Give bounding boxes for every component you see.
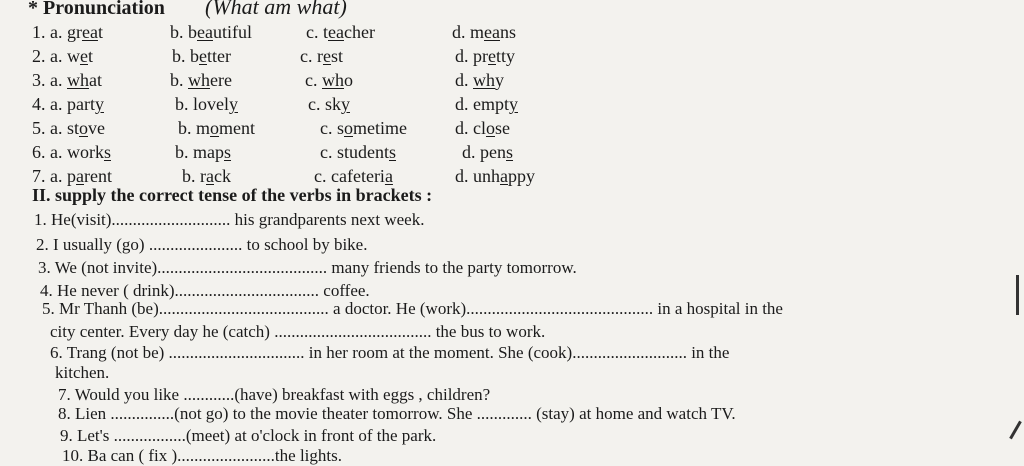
- title-star: *: [28, 0, 38, 19]
- choice-row5-c: c. sometime: [320, 118, 407, 138]
- choice-row6-b: b. maps: [175, 142, 232, 162]
- choice-row5-d: d. close: [455, 118, 510, 138]
- choice-row2-b: b. better: [172, 46, 231, 66]
- exercise-line-5: 5. Mr Thanh (be)........................................ a doctor. He (work)............................................ in a hospital in the: [42, 299, 783, 318]
- choice-row5-a: 5. a. stove: [32, 118, 105, 138]
- exercise-line-8: 8. Lien ...............(not go) to the movie theater tomorrow. She ............. (stay) at home and watch TV.: [58, 404, 736, 423]
- section2-heading: II. supply the correct tense of the verbs in brackets :: [32, 185, 433, 205]
- choice-row4-c: c. sky: [308, 94, 350, 114]
- exercise-line-6: 6. Trang (not be) ................................ in her room at the moment. She (cook)........................... in the: [50, 343, 730, 362]
- scan-edge-mark: [1016, 275, 1019, 315]
- exercise-line-3: 3. We (not invite)........................................ many friends to the party tomorrow.: [38, 258, 577, 277]
- choice-row7-c: c. cafeteria: [314, 166, 393, 186]
- choice-row4-d: d. empty: [455, 94, 518, 114]
- choice-row6-a: 6. a. works: [32, 142, 111, 162]
- choice-row3-c: c. who: [305, 70, 353, 90]
- choice-row1-d: d. means: [452, 22, 517, 42]
- choice-row2-a: 2. a. wet: [32, 46, 94, 66]
- exercise-line-2: 2. I usually (go) ...................... to school by bike.: [36, 235, 368, 254]
- exercise-line-1: 1. He(visit)............................ his grandparents next week.: [34, 210, 425, 229]
- exercise-line-7: 7. Would you like ............(have) breakfast with eggs , children?: [58, 385, 491, 404]
- choice-row5-b: b. moment: [178, 118, 256, 138]
- choice-row6-c: c. students: [320, 142, 397, 162]
- choice-row1-a: 1. a. great: [32, 22, 103, 42]
- choice-row3-a: 3. a. what: [32, 70, 102, 90]
- exercise-line-10: 10. Ba can ( fix ).......................the lights.: [62, 446, 342, 465]
- choice-row4-a: 4. a. party: [32, 94, 104, 114]
- choice-row1-c: c. teacher: [306, 22, 375, 42]
- choice-row6-d: d. pens: [462, 142, 514, 162]
- section-title: [28, 0, 165, 20]
- exercise-line-6-cont: kitchen.: [55, 363, 110, 382]
- choice-row4-b: b. lovely: [175, 94, 238, 114]
- choice-row3-d: d. why: [455, 70, 504, 90]
- choice-row2-c: c. rest: [300, 46, 343, 66]
- handwritten-note: (What am what): [205, 0, 347, 19]
- choice-row7-a: 7. a. parent: [32, 166, 112, 186]
- choice-row7-b: b. rack: [182, 166, 231, 186]
- choice-row3-b: b. where: [170, 70, 232, 90]
- exercise-line-5-cont: city center. Every day he (catch) ..................................... the bus to work.: [50, 322, 546, 341]
- choice-row7-d: d. unhappy: [455, 166, 535, 186]
- exercise-line-9: 9. Let's .................(meet) at o'clock in front of the park.: [60, 426, 437, 445]
- scan-edge-mark: [1009, 421, 1022, 440]
- exercise-line-4: 4. He never ( drink).................................. coffee.: [40, 281, 370, 300]
- choice-row2-d: d. pretty: [455, 46, 516, 66]
- title-text: Pronunciation: [43, 0, 165, 19]
- choice-row1-b: b. beautiful: [170, 22, 252, 42]
